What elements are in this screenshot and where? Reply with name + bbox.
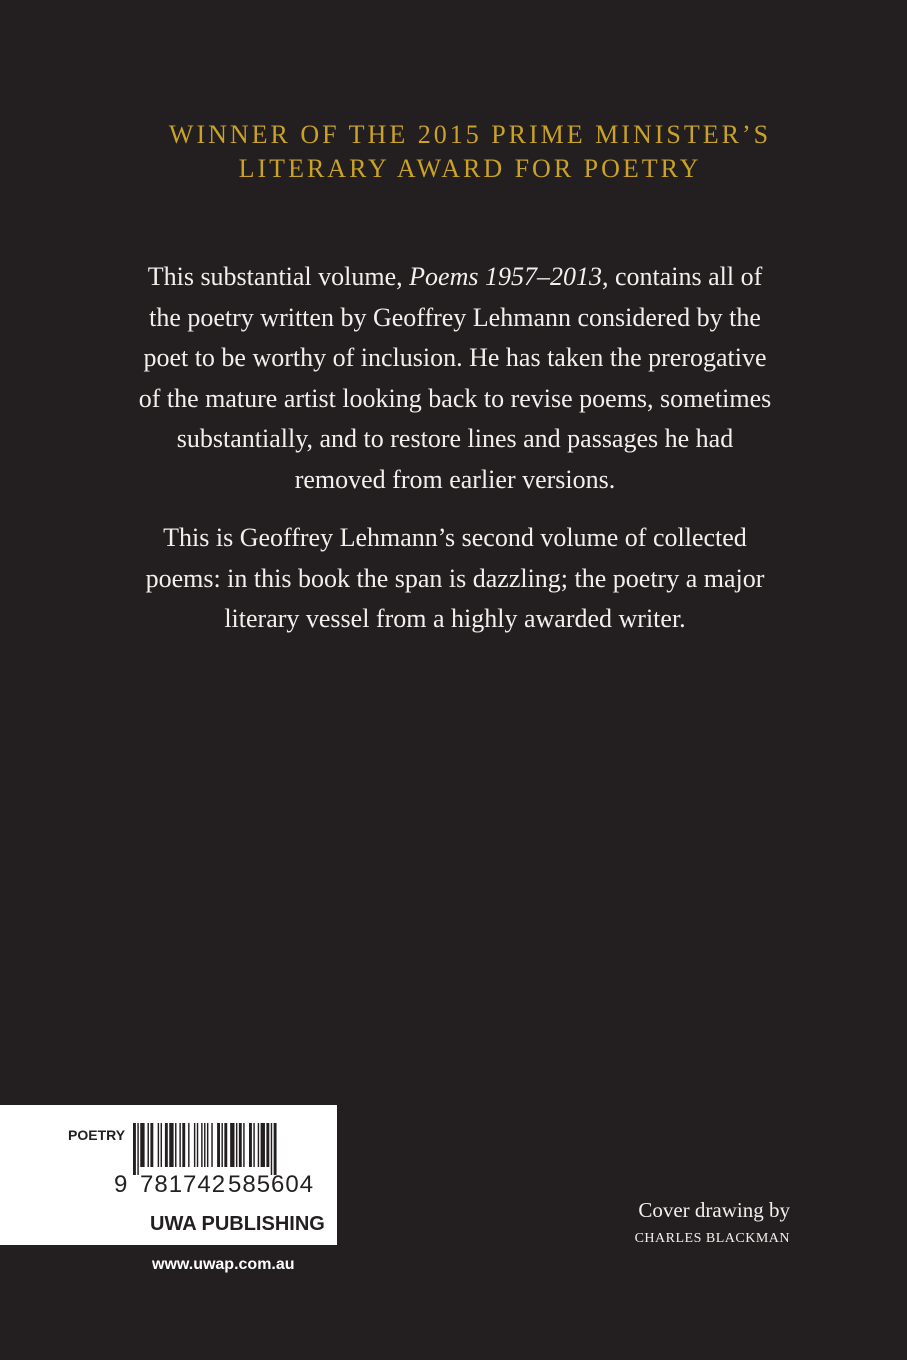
publisher-name: UWA PUBLISHING	[150, 1213, 325, 1235]
barcode-bar	[204, 1123, 205, 1167]
barcode-bar	[165, 1123, 168, 1167]
blurb-line	[80, 257, 830, 298]
barcode-bar	[253, 1123, 254, 1167]
barcode-bar	[194, 1123, 195, 1167]
blurb-text: , contains all of	[601, 262, 763, 291]
barcode-bar	[207, 1123, 208, 1167]
barcode-bar	[224, 1123, 227, 1167]
barcode-bar	[182, 1123, 185, 1167]
award-line-2: LITERARY AWARD FOR POETRY	[238, 154, 702, 183]
barcode-bar	[133, 1123, 136, 1175]
blurb-line: This is Geoffrey Lehmann’s second volume of collected	[163, 523, 747, 552]
award-banner	[120, 118, 820, 186]
barcode-bar	[221, 1123, 222, 1167]
barcode-bar	[271, 1123, 272, 1175]
barcode-bar	[179, 1123, 180, 1167]
barcode-graphic	[133, 1123, 319, 1175]
blurb-paragraph-2	[80, 518, 830, 640]
barcode-bar	[266, 1123, 269, 1167]
barcode-bar	[188, 1123, 189, 1167]
barcode-bar	[243, 1123, 244, 1167]
barcode-bar	[158, 1123, 159, 1167]
barcode-bar	[169, 1123, 173, 1167]
barcode-bar	[239, 1123, 242, 1167]
barcode-bar	[236, 1123, 237, 1167]
blurb-line: literary vessel from a highly awarded writer.	[224, 604, 686, 633]
publisher-website: www.uwap.com.au	[152, 1256, 295, 1273]
award-line-1: WINNER OF THE 2015 PRIME MINISTER’S	[168, 120, 772, 149]
blurb-line: poet to be worthy of inclusion. He has taken the prerogative	[143, 343, 767, 372]
blurb-text: This substantial volume,	[147, 262, 410, 291]
barcode-bar	[211, 1123, 212, 1167]
barcode-bar	[137, 1123, 138, 1175]
barcode-panel	[0, 1105, 337, 1245]
blurb-line: poems: in this book the span is dazzling; the poetry a major	[145, 563, 765, 593]
blurb-paragraph-1	[80, 257, 830, 500]
barcode-bar	[217, 1123, 220, 1167]
isbn-left-group: 781742	[140, 1171, 227, 1198]
barcode-bar	[201, 1123, 202, 1167]
barcode-bar	[161, 1123, 162, 1167]
barcode-bar	[261, 1123, 265, 1167]
isbn-lead-digit: 9	[114, 1171, 128, 1198]
barcode-bar	[175, 1123, 176, 1167]
barcode-bar	[197, 1123, 198, 1167]
barcode-bar	[150, 1123, 153, 1167]
blurb-line: substantially, and to restore lines and passages he had	[176, 424, 734, 453]
barcode-bar	[148, 1123, 149, 1167]
barcode-bar	[258, 1123, 259, 1167]
book-title: Poems 1957–2013	[409, 262, 602, 291]
barcode-bar	[274, 1123, 277, 1175]
blurb-line: removed from earlier versions.	[294, 464, 616, 494]
cover-credit-label: Cover drawing by	[638, 1198, 790, 1222]
barcode-bar	[140, 1123, 144, 1167]
barcode-bar	[230, 1123, 234, 1167]
category-label: POETRY	[68, 1127, 126, 1143]
barcode-bar	[249, 1123, 252, 1167]
cover-artist-name: CHARLES BLACKMAN	[634, 1231, 790, 1246]
isbn-right-group: 585604	[228, 1171, 315, 1198]
blurb-line: the poetry written by Geoffrey Lehmann considered by the	[149, 302, 761, 332]
blurb-line: of the mature artist looking back to revise poems, sometimes	[138, 383, 772, 413]
